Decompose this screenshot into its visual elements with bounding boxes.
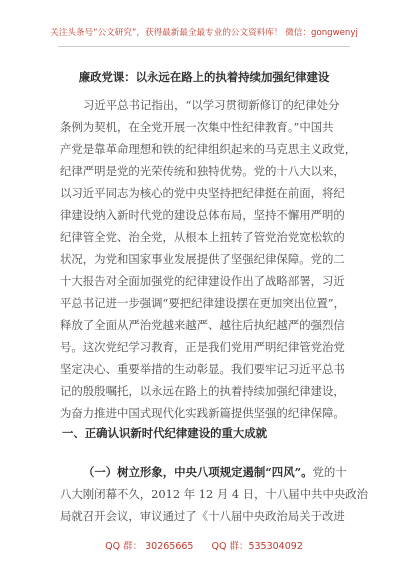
paragraph-text: 党的十: [312, 465, 347, 479]
paragraph-line: [83, 464, 347, 480]
paragraph-line: 产党是靠革命理想和铁的纪律组织起来的马克思主义政党，: [60, 142, 357, 156]
paragraph-line: 条例为契机，在全党开展一次集中性纪律教育。”中国共: [60, 120, 334, 134]
document-title: 廉政党课：以永远在路上的执着持续加强纪律建设: [78, 70, 330, 84]
paragraph-line: 十大报告对全面加强党的纪律建设作出了战略部署，习近: [60, 274, 345, 288]
paragraph-line: 纪律管全党、治全党，从根本上扭转了管党治党宽松软的: [60, 230, 345, 244]
header-banner-note: 关注头条号“公文研究”，获得最新最全最专业的公文资料库！ 微信：gongwenyj: [50, 28, 358, 38]
paragraph-line: 为奋力推进中国式现代化实践新篇提供坚强的纪律保障。: [60, 406, 345, 420]
footer-qq-group-1: QQ 群： 30265665: [105, 541, 194, 552]
subheading-lead: （一）树立形象，中央八项规定遏制“四风”。: [83, 465, 313, 479]
paragraph-line: 律建设纳入新时代党的建设总体布局，坚持不懈用严明的: [60, 208, 345, 222]
paragraph-line: 记的殷殷嘱托，以永远在路上的执着持续加强纪律建设，: [60, 384, 345, 398]
section-heading-1: 一、正确认识新时代纪律建设的重大成就: [62, 426, 268, 440]
paragraph-line: 号。这次党纪学习教育，正是我们党用严明纪律管党治党: [60, 340, 345, 354]
paragraph-line: 纪律严明是党的光荣传统和独特优势。党的十八大以来，: [60, 164, 345, 178]
paragraph-line: 局就召开会议，审议通过了《十八届中央政治局关于改进: [60, 509, 345, 523]
paragraph-line: 八大刚闭幕不久，2012 年 12 月 4 日，十八届中共中央政治: [60, 487, 369, 501]
footer-qq-group-2: QQ 群：535304092: [211, 541, 303, 552]
paragraph-line: 习近平总书记指出，“以学习贯彻新修订的纪律处分: [83, 98, 340, 112]
paragraph-line: 坚定决心、重要举措的生动彰显。我们要牢记习近平总书: [60, 362, 345, 376]
paragraph-line: 以习近平同志为核心的党中央坚持把纪律挺在前面，将纪: [60, 186, 345, 200]
footer-contact: [0, 538, 408, 552]
paragraph-line: 状况，为党和国家事业发展提供了坚强纪律保障。党的二: [60, 252, 345, 266]
header-divider: [58, 46, 350, 47]
paragraph-line: 平总书记进一步强调“要把纪律建设摆在更加突出位置”，: [60, 296, 346, 310]
paragraph-line: 释放了全面从严治党越来越严、越往后执纪越严的强烈信: [60, 318, 345, 332]
